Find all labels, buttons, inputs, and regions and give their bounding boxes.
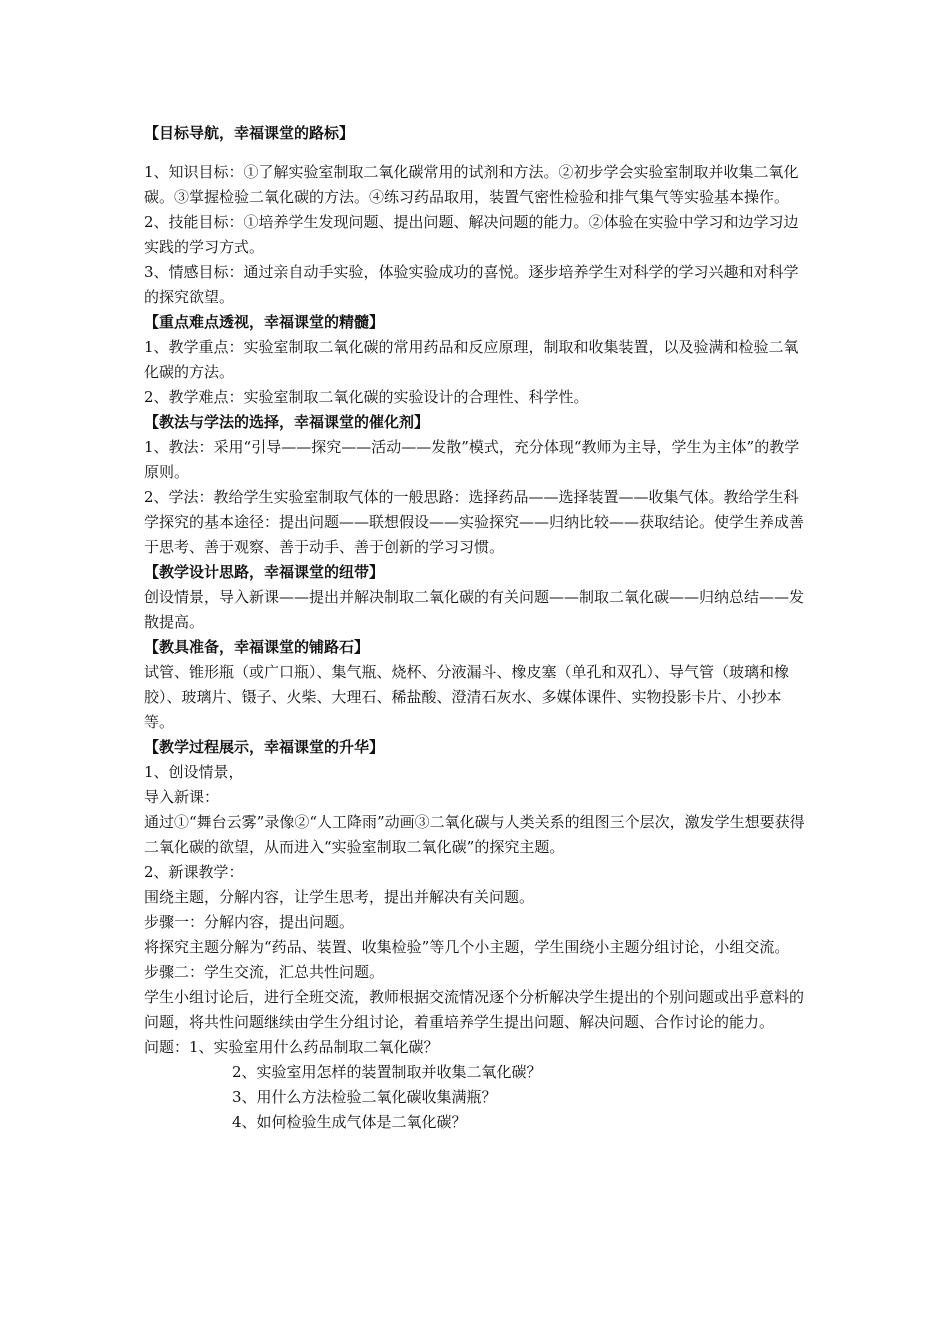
- heading-goals: 【目标导航，幸福课堂的路标】: [144, 124, 355, 142]
- heading-process: 【教学过程展示，幸福课堂的升华】: [144, 738, 385, 756]
- question-item: 2、实验室用怎样的装置制取并收集二氧化碳？: [232, 1063, 542, 1081]
- step-one-text: 将探究主题分解为“药品、装置、收集检验”等几个小主题，学生围绕小主题分组讨论，小组交流。: [144, 938, 790, 956]
- process-step-1: 1、创设情景，: [144, 763, 244, 781]
- question-item: 4、如何检验生成气体是二氧化碳？: [232, 1113, 467, 1131]
- heading-methods: 【教法与学法的选择，幸福课堂的催化剂】: [144, 413, 430, 431]
- process-step-2: 2、新课教学：: [144, 863, 244, 881]
- heading-tools: 【教具准备，幸福课堂的铺路石】: [144, 638, 370, 656]
- step-two: 步骤二：学生交流，汇总共性问题。: [144, 963, 385, 981]
- step-one: 步骤一：分解内容，提出问题。: [144, 913, 355, 931]
- design-text: 创设情景，导入新课——提出并解决制取二氧化碳的有关问题——制取二氧化碳——归纳总结——发散提高。: [144, 588, 805, 631]
- question-item: 3、用什么方法检验二氧化碳收集满瓶？: [232, 1088, 497, 1106]
- heading-key-points: 【重点难点透视，幸福课堂的精髓】: [144, 313, 385, 331]
- document-page: [144, 121, 808, 1135]
- goal-skill: 2、技能目标：①培养学生发现问题、提出问题、解决问题的能力。②体验在实验中学习和边学习边实践的学习方式。: [144, 213, 799, 256]
- question-item: 问题：1、实验室用什么药品制取二氧化碳？: [144, 1038, 439, 1056]
- goal-emotion: 3、情感目标：通过亲自动手实验，体验实验成功的喜悦。逐步培养学生对科学的学习兴趣和对科学的探究欲望。: [144, 263, 799, 306]
- tools-text: 试管、锥形瓶（或广口瓶）、集气瓶、烧杯、分液漏斗、橡皮塞（单孔和双孔）、导气管（玻璃和橡胶）、玻璃片、镊子、火柴、大理石、稀盐酸、澄清石灰水、多媒体课件、实物投影卡片、小抄本等。: [144, 663, 790, 731]
- goal-knowledge: 1、知识目标：①了解实验室制取二氧化碳常用的试剂和方法。②初步学会实验室制取并收集二氧化碳。③掌握检验二氧化碳的方法。④练习药品取用，装置气密性检验和排气集气等实验基本操作。: [144, 163, 799, 206]
- key-point: 1、教学重点：实验室制取二氧化碳的常用药品和反应原理，制取和收集装置，以及验满和检验二氧化碳的方法。: [144, 338, 799, 381]
- process-step-1-text: 通过①“舞台云雾”录像②“人工降雨”动画③二氧化碳与人类关系的组图三个层次，激发学生想要获得二氧化碳的欲望，从而进入“实验室制取二氧化碳”的探究主题。: [144, 813, 805, 856]
- teaching-method: 1、教法：采用“引导——探究——活动——发散”模式，充分体现“教师为主导，学生为主体”的教学原则。: [144, 438, 800, 481]
- difficult-point: 2、教学难点：实验室制取二氧化碳的实验设计的合理性、科学性。: [144, 388, 589, 406]
- process-step-1-intro: 导入新课：: [144, 788, 220, 806]
- heading-design: 【教学设计思路，幸福课堂的纽带】: [144, 563, 385, 581]
- learning-method: 2、学法：教给学生实验室制取气体的一般思路：选择药品——选择装置——收集气体。教给学生科学探究的基本途径：提出问题——联想假设——实验探究——归纳比较——获取结论。使学生养成善于思考、善于观察、善于动手、善于创新的学习习惯。: [144, 488, 805, 556]
- process-step-2-text: 围绕主题，分解内容，让学生思考，提出并解决有关问题。: [144, 888, 535, 906]
- step-two-text: 学生小组讨论后，进行全班交流，教师根据交流情况逐个分析解决学生提出的个别问题或出乎意料的问题，将共性问题继续由学生分组讨论，着重培养学生提出问题、解决问题、合作讨论的能力。: [144, 988, 805, 1031]
